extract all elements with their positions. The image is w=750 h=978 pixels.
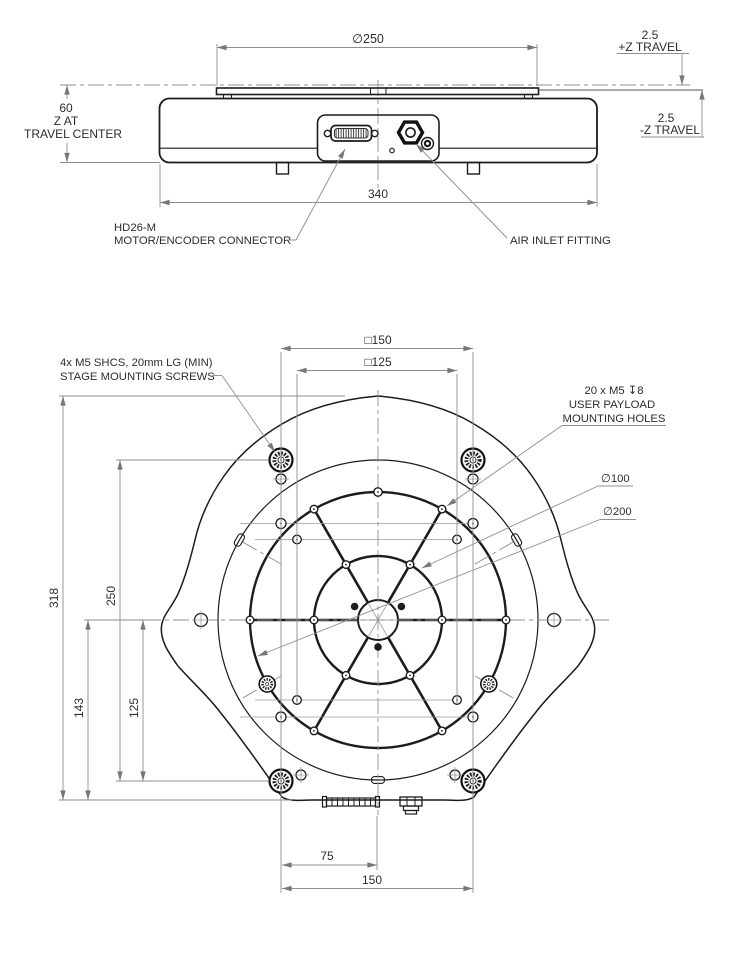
dim-text-125: 125	[127, 697, 141, 719]
dim-text-143: 143	[72, 697, 86, 719]
label-text-payload-3: MOUNTING HOLES	[562, 413, 666, 425]
dim-text-sq125: □125	[364, 355, 392, 369]
dim-text-travel-center: TRAVEL CENTER	[23, 127, 123, 141]
label-text-payload-1: 20 x M5 ↧8	[584, 385, 644, 397]
label-text-screws-1: 4x M5 SHCS, 20mm LG (MIN)	[60, 357, 213, 369]
label-text-dia100: ∅100	[601, 473, 630, 485]
dim-text-plus25: 2.5	[641, 28, 659, 42]
dim-text-z-at: Z AT	[53, 114, 79, 128]
dim-text-plus-z: +Z TRAVEL	[618, 40, 682, 54]
dim-text-250: 250	[104, 585, 118, 607]
dim-text-318: 318	[47, 587, 61, 609]
label-text-connector: MOTOR/ENCODER CONNECTOR	[114, 235, 292, 247]
dim-text-60: 60	[59, 101, 73, 115]
label-text-hd26: HD26-M	[114, 222, 157, 234]
dim-text-75: 75	[320, 849, 334, 863]
label-text-payload-2: USER PAYLOAD	[568, 399, 656, 411]
dim-text-dia250: ∅250	[352, 32, 384, 46]
dim-text-minus-z: -Z TRAVEL	[639, 123, 701, 137]
air-inlet-fitting-icon	[399, 122, 423, 143]
label-text-dia200: ∅200	[603, 506, 632, 518]
dim-text-150: 150	[361, 873, 383, 887]
dim-text-sq150: □150	[364, 333, 392, 347]
label-text-air-inlet: AIR INLET FITTING	[510, 235, 611, 247]
dim-text-minus25: 2.5	[657, 111, 675, 125]
label-text-screws-2: STAGE MOUNTING SCREWS	[60, 371, 215, 383]
dim-text-340: 340	[367, 187, 389, 201]
